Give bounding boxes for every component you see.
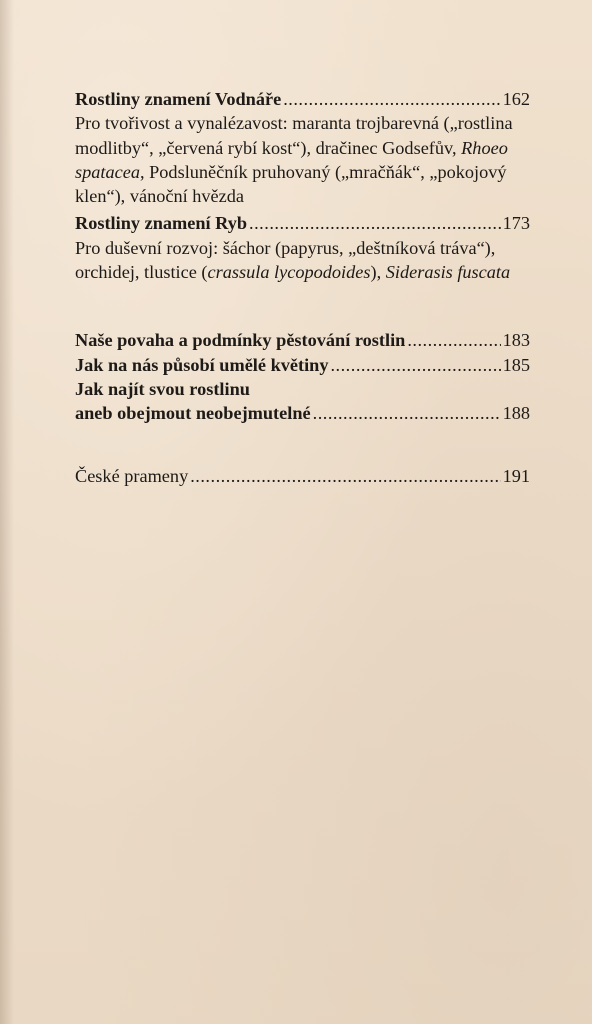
table-of-contents <box>75 87 530 488</box>
toc-entry-description <box>75 111 530 208</box>
toc-entry-title: Rostliny znamení Ryb <box>75 213 248 234</box>
leader-dots <box>313 401 501 425</box>
leader-dots <box>249 211 501 235</box>
description-italic: Siderasis fuscata <box>385 262 511 283</box>
description-text: Pro duševní rozvoj: šáchor (papyrus, „deštníková tráva“), orchidej, tlustice ( <box>75 237 496 283</box>
toc-entry-aquarius <box>75 87 530 208</box>
toc-entry-title-continued: aneb obejmout neobejmutelné <box>75 403 311 424</box>
toc-page-number: 162 <box>502 89 530 109</box>
description-italic: crassula lycopodoides <box>207 262 371 283</box>
toc-entry-heading <box>75 87 530 111</box>
description-italic: Rhoeo spatacea <box>75 137 508 182</box>
toc-entry-title: Jak na nás působí umělé květiny <box>75 354 329 375</box>
description-text: , Podsluněčník pruhovaný („mračňák“, „pokojový klen“), vánoční hvězda <box>75 161 507 207</box>
description-text: Pro tvořivost a vynalézavost: maranta trojbarevná („rostlina modlitby“, „červená rybí kost“), dračinec Godsefův, <box>75 113 513 158</box>
description-text: ), <box>370 262 386 283</box>
leader-dots <box>330 353 500 377</box>
toc-entry-heading <box>75 211 530 235</box>
toc-page-number: 191 <box>502 465 530 486</box>
toc-entry-title: Jak najít svou rostlinu <box>75 378 250 399</box>
toc-entry-title: České prameny <box>75 465 189 486</box>
toc-entry-description <box>75 236 530 285</box>
toc-entry-title: Rostliny znamení Vodnáře <box>75 89 282 109</box>
toc-entry-find-plant <box>75 377 530 426</box>
toc-page-number: 183 <box>502 330 530 351</box>
page-gutter-shadow <box>0 0 14 1024</box>
toc-entry-heading <box>75 401 530 425</box>
leader-dots <box>283 87 500 111</box>
toc-entry-pisces <box>75 211 530 284</box>
leader-dots <box>190 464 500 488</box>
toc-page-number: 188 <box>502 403 530 424</box>
toc-entry-artificial-flowers <box>75 353 530 377</box>
leader-dots <box>407 328 500 352</box>
toc-page-number: 173 <box>502 213 530 234</box>
toc-page-number: 185 <box>502 354 530 375</box>
toc-entry-heading <box>75 328 530 352</box>
toc-entry-title: Naše povaha a podmínky pěstování rostlin <box>75 330 406 351</box>
toc-entry-sources <box>75 464 530 488</box>
toc-entry-nature <box>75 328 530 352</box>
toc-entry-heading <box>75 464 530 488</box>
toc-entry-heading <box>75 353 530 377</box>
